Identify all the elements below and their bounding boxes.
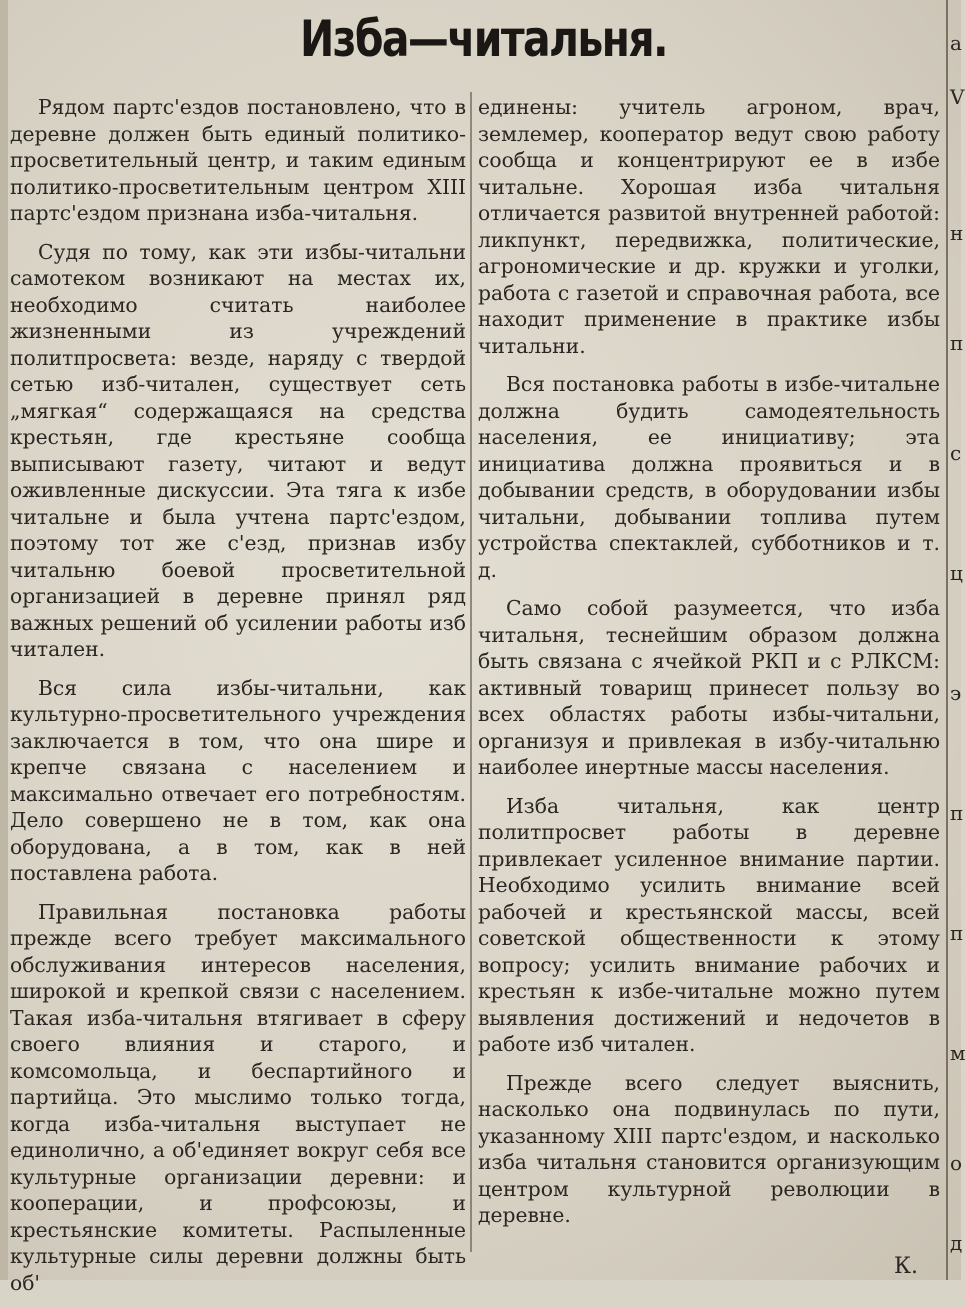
article-title: Изба—читальня. xyxy=(300,10,667,68)
text-fragment: а xyxy=(950,31,962,55)
column-divider xyxy=(470,92,472,1252)
paragraph: Вся сила избы-читальни, как культурно-просветительного учреждения заключается в том, что она шире и крепче связана с населением и максимально отвечает его потребностям. Дело совершено не в том, как она оборудована, а в том, как в ней поставлена работа. xyxy=(10,675,466,885)
author-signature: К. xyxy=(894,1254,919,1279)
text-fragment: п xyxy=(950,801,964,825)
text-fragment: н xyxy=(950,221,964,245)
paragraph: единены: учитель агроном, врач, землемер, кооператор ведут свою работу сообща и концентрируют ее в избе читальне. Хорошая изба читальня отличается развитой внутренней работой: ликпункт, передвижка, политические, агрономические и др. кружки и уголки, работа с газетой и справочная работа, все находит применение в практике избы читальни. xyxy=(478,95,940,358)
text-fragment: ц xyxy=(950,561,963,585)
paragraph: Судя по тому, как эти избы-читальни самотеком возникают на местах их, необходимо считать наиболее жизненными из учреждений политпросвета: везде, наряду с твердой сетью изб-читален, существует сеть „мягкая“ содержащаяся на средства крестьян, где крестьяне сообща выписывают газету, читают и ведут оживленные дискуссии. Эта тяга к избе читальне и была учтена партс'ездом, поэтому тот же с'езд, признав избу читальню боевой просветительной организацией в деревне принял ряд важных решений об усилении работы изб читален. xyxy=(10,239,466,661)
adjacent-column-edge xyxy=(946,0,966,1280)
left-column xyxy=(10,94,466,1308)
right-column xyxy=(478,94,940,1241)
paragraph: Правильная постановка работы прежде всего требует максимального обслуживания интересов населения, широкой и крепкой связи с населением. Такая изба-читальня втягивает в сферу своего влияния и старого, и комсомольца, и беспартийного и партийца. Это мыслимо только тогда, когда изба-читальня выступает не единолично, а об'единяет вокруг себя все культурные организации деревни: и кооперации, и профсоюзы, и крестьянские комитеты. Распыленные культурные силы деревни должны быть об' xyxy=(10,899,466,1295)
text-fragment: с xyxy=(950,441,962,465)
paragraph: Прежде всего следует выяснить, насколько она подвинулась по пути, указанному XIII партс'ездом, и насколько изба читальня становится организующим центром культурной революции в деревне. xyxy=(478,1070,940,1227)
page-edge xyxy=(0,0,8,1280)
text-fragment: п xyxy=(950,331,964,355)
text-fragment: V xyxy=(950,85,965,109)
text-fragment: о xyxy=(950,1151,963,1175)
paragraph: Само собой разумеется, что изба читальня, теснейшим образом должна быть связана с ячейкой РКП и с РЛКСМ: активный товарищ принесет пользу во всех областях работы избы-читальни, организуя и привлекая в избу-читальню наиболее инертные массы населения. xyxy=(478,596,940,779)
text-fragment: э xyxy=(950,681,962,705)
column-divider xyxy=(946,0,948,1280)
paragraph: Вся постановка работы в избе-читальне должна будить самодеятельность населения, ее инициативу; эта инициатива должна проявиться и в добывании средств, в оборудовании избы читальни, добывании топлива путем устройства спектаклей, субботников и т. д. xyxy=(478,372,940,582)
paragraph: Рядом партс'ездов постановлено, что в деревне должен быть единый политико-просветительный центр, и таким единым политико-просветительным центром XIII партс'ездом признана изба-читальня. xyxy=(10,95,466,225)
text-fragment: п xyxy=(950,921,964,945)
paragraph: Изба читальня, как центр политпросвет работы в деревне привлекает усиленное внимание партии. Необходимо усилить внимание всей рабочей и крестьянской массы, всей советской общественности к этому вопросу; усилить внимание рабочих и крестьян к избе-читальне можно путем выявления достижений и недочетов в работе изб читален. xyxy=(478,793,940,1056)
text-fragment: д xyxy=(950,1231,963,1255)
text-fragment: м xyxy=(950,1041,966,1065)
